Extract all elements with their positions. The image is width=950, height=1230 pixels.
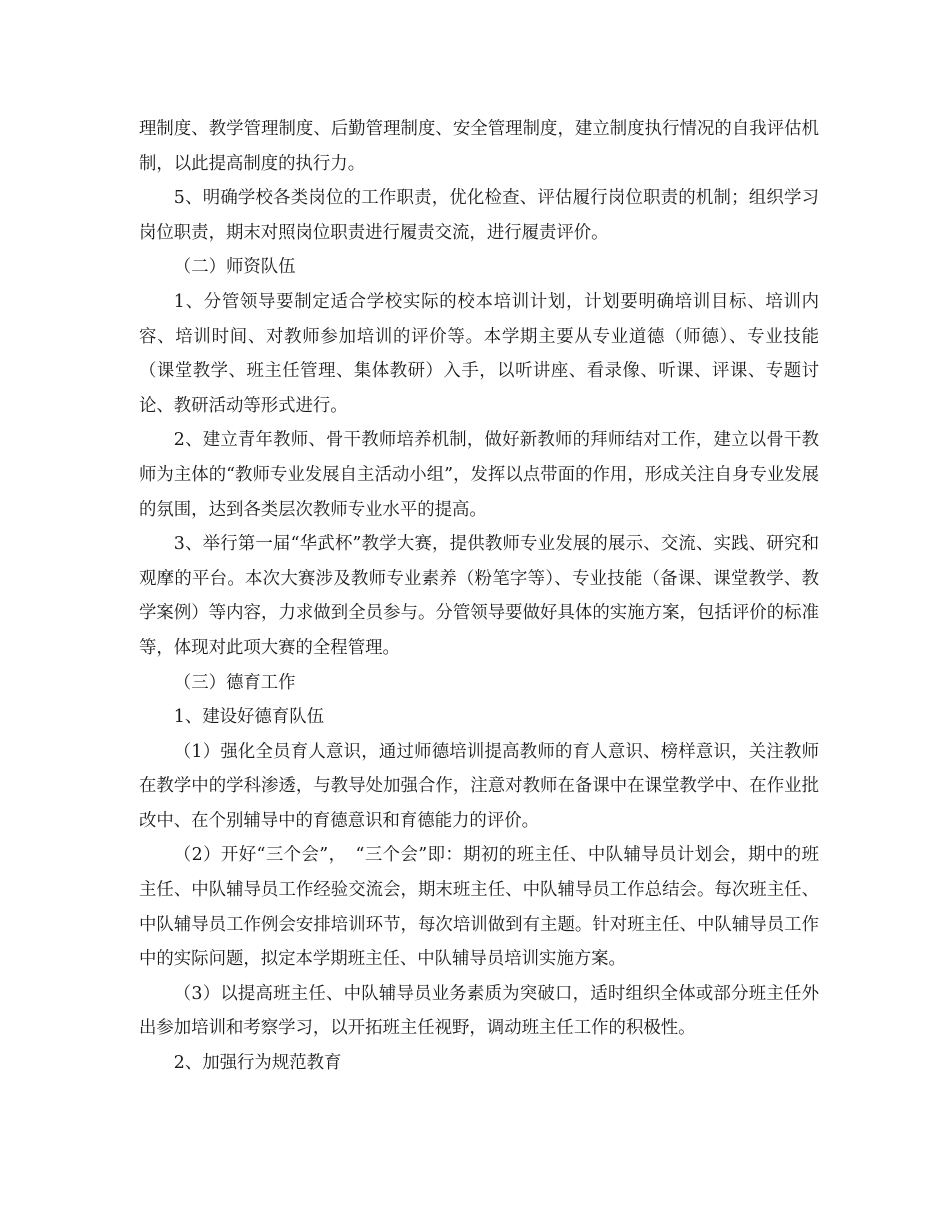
subheading-behavior-education: 2、加强行为规范教育 (173, 1053, 342, 1074)
subheading-moral-team: 1、建设好德育队伍 (173, 707, 324, 728)
body-text (139, 112, 819, 1081)
paragraph-teachers-2: 2、建立青年教师、骨干教师培养机制，做好新教师的拜师结对工作，建立以骨干教师为主体的“教师专业发展自主活动小组”，发挥以点带面的作用，形成关注自身专业发展的氛围，达到各类层次教师专业水平的提高。 (139, 430, 819, 520)
paragraph-continued: 理制度、教学管理制度、后勤管理制度、安全管理制度，建立制度执行情况的自我评估机制，以此提高制度的执行力。 (139, 119, 819, 174)
paragraph-moral-3: （3）以提高班主任、中队辅导员业务素质为突破口，适时组织全体或部分班主任外出参加培训和考察学习，以开拓班主任视野，调动班主任工作的积极性。 (139, 983, 819, 1039)
section-heading-teachers: （二）师资队伍 (173, 257, 296, 278)
paragraph-moral-2: （2）开好“三个会”， “三个会”即：期初的班主任、中队辅导员计划会，期中的班主任、中队辅导员工作经验交流会，期末班主任、中队辅导员工作总结会。每次班主任、中队辅导员工作例会安排培训环节，每次培训做到有主题。针对班主任、中队辅导员工作中的实际问题，拟定本学期班主任、中队辅导员培训实施方案。 (139, 845, 819, 970)
paragraph-item-5: 5、明确学校各类岗位的工作职责，优化检查、评估履行岗位职责的机制；组织学习岗位职责，期末对照岗位职责进行履责交流，进行履责评价。 (139, 188, 819, 243)
paragraph-teachers-3: 3、举行第一届“华武杯”教学大赛，提供教师专业发展的展示、交流、实践、研究和观摩的平台。本次大赛涉及教师专业素养（粉笔字等）、专业技能（备课、课堂教学、教学案例）等内容，力求做到全员参与。分管领导要做好具体的实施方案，包括评价的标准等，体现对此项大赛的全程管理。 (139, 534, 819, 658)
section-heading-moral-education: （三）德育工作 (173, 672, 296, 693)
paragraph-moral-1: （1）强化全员育人意识，通过师德培训提高教师的育人意识、榜样意识，关注教师在教学中的学科渗透，与教导处加强合作，注意对教师在备课中在课堂教学中、在作业批改中、在个别辅导中的育德意识和育德能力的评价。 (139, 741, 819, 831)
paragraph-teachers-1: 1、分管领导要制定适合学校实际的校本培训计划，计划要明确培训目标、培训内容、培训时间、对教师参加培训的评价等。本学期主要从专业道德（师德）、专业技能（课堂教学、班主任管理、集体教研）入手，以听讲座、看录像、听课、评课、专题讨论、教研活动等形式进行。 (139, 291, 819, 416)
